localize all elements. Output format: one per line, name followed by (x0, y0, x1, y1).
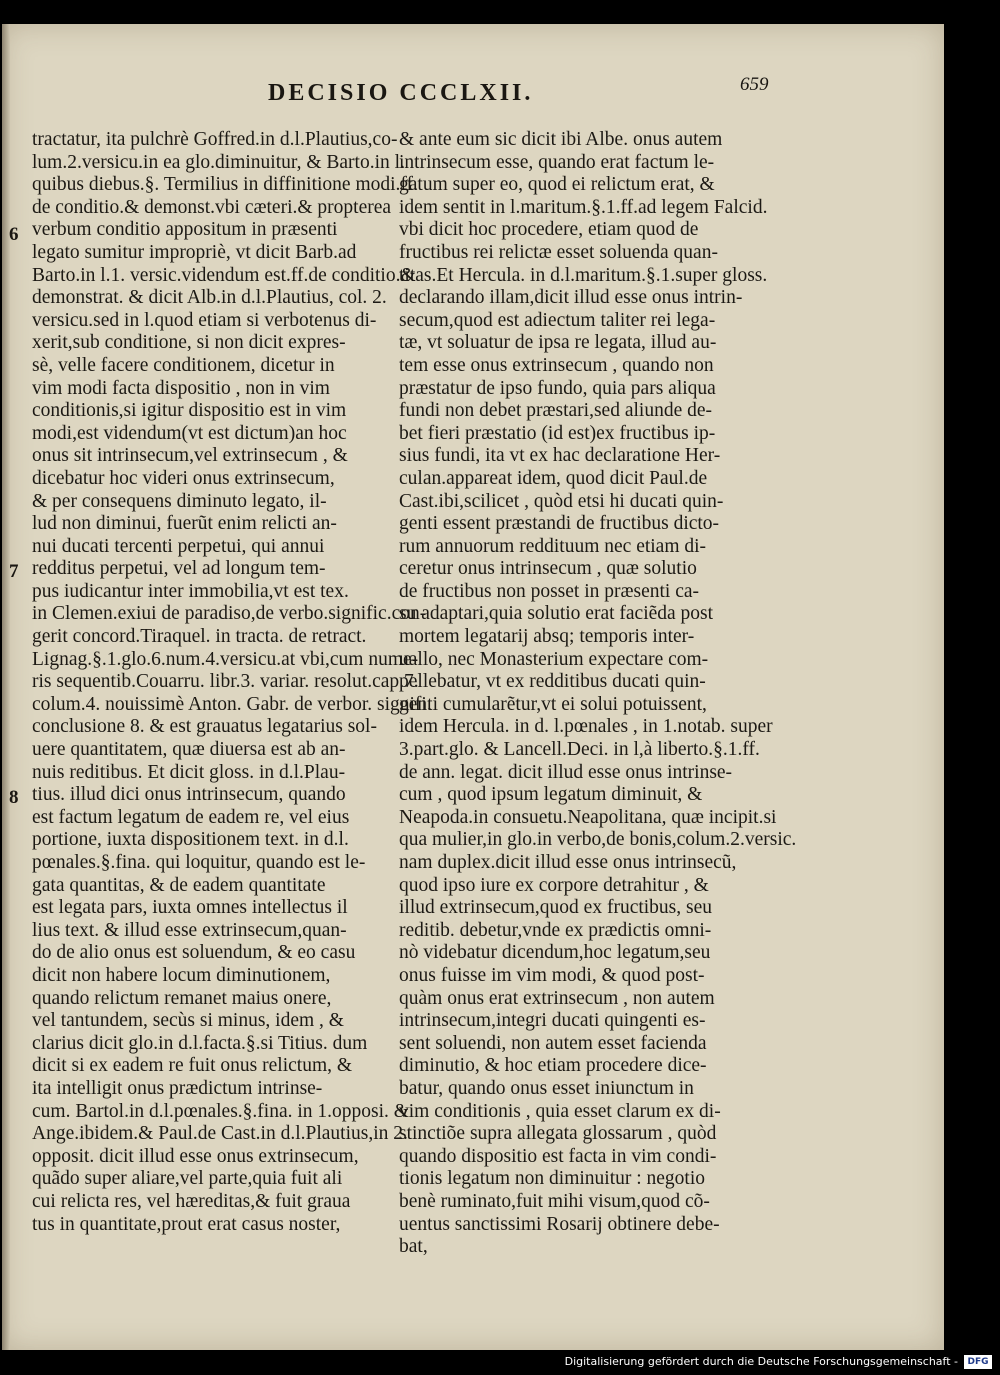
text-line: stinctiõe supra allegata glossarum , quòd (399, 1123, 717, 1145)
text-line: idem Hercula. in d. l.pœnales , in 1.notab. super (399, 716, 773, 738)
text-line: nò videbatur dicendum,hoc legatum,seu (399, 942, 711, 964)
page-header (2, 74, 944, 114)
text-line: reditib. debetur,vnde ex prædictis omni- (399, 919, 712, 941)
text-line: Ange.ibidem.& Paul.de Cast.in d.l.Plautius,in 2. (32, 1123, 408, 1145)
text-line: opposit. dicit illud esse onus extrinsecum, (32, 1145, 359, 1167)
margin-number: 7 (9, 561, 19, 582)
text-line: sius fundi, ita vt ex hac declaratione Her- (399, 445, 721, 467)
text-line: batur, quando onus esset iniunctum in (399, 1077, 694, 1099)
page-number: 659 (740, 74, 769, 95)
text-line: idem sentit in l.maritum.§.1.ff.ad legem Falcid. (399, 196, 768, 218)
text-line: & per consequens diminuto legato, il- (32, 490, 327, 512)
text-line: colum.4. nouissimè Anton. Gabr. de verbor. signifi. (32, 693, 432, 715)
dfg-logo-icon: DFG (964, 1355, 992, 1369)
text-line: ita intelligit onus prædictum intrinse- (32, 1077, 323, 1099)
text-line: dicebatur hoc videri onus extrinsecum, (32, 467, 335, 489)
text-line: de ann. legat. dicit illud esse onus intrinse- (399, 761, 733, 783)
text-line: culan.appareat idem, quod dicit Paul.de (399, 467, 708, 489)
text-line: pellebatur, vt ex redditibus ducati quin- (399, 671, 706, 693)
text-line: vbi dicit hoc procedere, etiam quod de (399, 219, 699, 241)
text-line: lud non diminui, fuerũt enim relicti an- (32, 513, 337, 535)
text-line: vim modi facta dispositio , non in vim (32, 377, 330, 399)
text-line: rum annuorum reddituum nec etiam di- (399, 535, 707, 557)
text-line: declarando illam,dicit illud esse onus intrin- (399, 287, 743, 309)
text-line: onus fuisse im vim modi, & quod post- (399, 964, 705, 986)
text-line: nam duplex.dicit illud esse onus intrinsecũ, (399, 852, 737, 873)
text-line: sè, velle facere conditionem, dicetur in (32, 354, 335, 376)
text-line: illud extrinsecum,quod ex fructibus, seu (399, 897, 713, 919)
text-line: titas.Et Hercula. in d.l.maritum.§.1.super gloss. (399, 264, 768, 286)
margin-number: 6 (9, 224, 19, 245)
text-line: uere quantitatem, quæ diuersa est ab an- (32, 739, 346, 761)
text-line: nui ducati tercenti perpetui, qui annui (32, 535, 325, 557)
text-line: mortem legatarij absq; temporis inter- (399, 626, 695, 648)
text-line: quãdo super aliare,vel parte,quia fuit ali (32, 1168, 343, 1190)
text-line: redditus perpetui, vel ad longum tem- (32, 558, 326, 580)
text-line: uentus sanctissimi Rosarij obtinere debe- (399, 1213, 720, 1235)
text-line: Neapoda.in consuetu.Neapolitana, quæ incipit.si (399, 806, 777, 828)
text-line: tionis legatum non diminuitur : negotio (399, 1168, 706, 1190)
text-line: genti essent præstandi de fructibus dicto- (399, 513, 720, 535)
text-line: 3.part.glo. & Lancell.Deci. in l,à liberto.§.1.ff. (399, 739, 760, 761)
text-line: gatum super eo, quod ei relictum erat, & (399, 174, 715, 196)
footer-credit: Digitalisierung gefördert durch die Deutsche Forschungsgemeinschaft - (564, 1355, 958, 1368)
text-line: de fructibus non posset in præsenti ca- (399, 580, 700, 602)
text-line: qua mulier,in glo.in verbo,de bonis,colum.2.versic. (399, 829, 797, 851)
text-line: lum.2.versicu.in ea glo.diminuitur, & Barto.in l. (32, 151, 405, 173)
text-line: tæ, vt soluatur de ipsa re legata, illud au- (399, 332, 717, 354)
text-line: legato sumitur impropriè, vt dicit Barb.ad (32, 241, 357, 263)
text-line: xerit,sub conditione, si non dicit expres- (32, 332, 346, 354)
text-line: quando relictum remanet maius onere, (32, 987, 332, 1009)
text-line: cum , quod ipsum legatum diminuit, & (399, 784, 703, 806)
text-line: quod ipso iure ex corpore detrahitur , & (399, 874, 709, 896)
text-line: Cast.ibi,scilicet , quòd etsi hi ducati quin- (399, 490, 724, 512)
text-line: demonstrat. & dicit Alb.in d.l.Plautius, col. 2. (32, 287, 387, 309)
text-line: bet fieri præstatio (id est)ex fructibus ip- (399, 422, 716, 444)
text-line: do de alio onus est soluendum, & eo casu (32, 942, 356, 964)
text-line: conditionis,si igitur dispositio est in vim (32, 400, 347, 422)
text-line: fructibus rei relictæ esset soluenda quan- (399, 241, 718, 263)
text-line: genti cumularẽtur,vt ei solui potuissent, (399, 693, 707, 715)
text-line: verbum conditio appositum in præsenti (32, 219, 338, 241)
text-line: pœnales.§.fina. qui loquitur, quando est le- (32, 852, 366, 873)
text-line: & ante eum sic dicit ibi Albe. onus autem (399, 129, 723, 150)
text-line: præstatur de ipso fundo, quia pars aliqua (399, 377, 716, 399)
text-line: uallo, nec Monasterium expectare com- (399, 648, 709, 670)
text-line: tius. illud dici onus intrinsecum, quando (32, 784, 346, 806)
text-line: est factum legatum de eadem re, vel eius (32, 806, 350, 828)
margin-number: 8 (9, 787, 19, 808)
text-line: ceretur onus intrinsecum , quæ solutio (399, 558, 697, 580)
text-line: secum,quod est adiectum taliter rei lega- (399, 309, 716, 331)
book-page (2, 24, 944, 1350)
text-line: Barto.in l.1. versic.videndum est.ff.de conditio.& (32, 264, 416, 286)
text-line: dicit si ex eadem re fuit onus relictum, & (32, 1055, 353, 1077)
text-line: dicit non habere locum diminutionem, (32, 964, 331, 986)
text-line: intrinsecum esse, quando erat factum le- (399, 151, 715, 173)
text-line: gata quantitas, & de eadem quantitate (32, 874, 326, 896)
text-line: tractatur, ita pulchrè Goffred.in d.l.Plautius,co- (32, 129, 398, 150)
text-line: de conditio.& demonst.vbi cæteri.& propterea (32, 196, 392, 218)
text-line: lius text. & illud esse extrinsecum,quan- (32, 919, 347, 941)
text-line: onus sit intrinsecum,vel extrinsecum , & (32, 445, 348, 467)
text-line: diminutio, & hoc etiam procedere dice- (399, 1055, 707, 1077)
text-line: Lignag.§.1.glo.6.num.4.versicu.at vbi,cum nume- (32, 648, 419, 670)
text-line: conclusione 8. & est grauatus legatarius sol- (32, 716, 377, 738)
text-line: ris sequentib.Couarru. libr.3. variar. resolut.cap.7. (32, 671, 419, 693)
running-title: DECISIO CCCLXII. (268, 80, 534, 106)
text-line: benè ruminato,fuit mihi visum,quod cõ- (399, 1190, 710, 1212)
text-line: quando dispositio est facta in vim condi- (399, 1145, 717, 1167)
text-line: pus iudicantur inter immobilia,vt est tex. (32, 580, 349, 602)
digitization-footer (0, 1352, 1000, 1375)
text-line: tem esse onus extrinsecum , quando non (399, 354, 714, 376)
text-line: vel tantundem, secùs si minus, idem , & (32, 1010, 344, 1032)
text-line: nuis reditibus. Et dicit gloss. in d.l.Plau- (32, 761, 346, 783)
text-line: portione, iuxta dispositionem text. in d.l. (32, 829, 349, 851)
text-line: clarius dicit glo.in d.l.facta.§.si Titius. dum (32, 1032, 368, 1054)
text-line: fundi non debet præstari,sed aliunde de- (399, 400, 712, 422)
text-line: vim conditionis , quia esset clarum ex di- (399, 1100, 721, 1122)
text-line: cum. Bartol.in d.l.pœnales.§.fina. in 1.opposi. & (32, 1100, 409, 1122)
text-line: modi,est videndum(vt est dictum)an hoc (32, 422, 347, 444)
text-line: quibus diebus.§. Termilius in diffinitione modi.ff. (32, 174, 418, 196)
text-line: versicu.sed in l.quod etiam si verbotenus di- (32, 309, 377, 331)
page-binding-edge (2, 24, 10, 1350)
text-line: est legata pars, iuxta omnes intellectus il (32, 897, 348, 919)
text-line: tus in quantitate,prout erat casus noster, (32, 1213, 341, 1235)
right-text-column (399, 129, 797, 1259)
text-line: su adaptari,quia solutio erat faciẽda post (399, 603, 714, 625)
text-line: intrinsecum,integri ducati quingenti es- (399, 1010, 706, 1032)
text-line: bat, (399, 1236, 428, 1258)
text-line: gerit concord.Tiraquel. in tracta. de retract. (32, 626, 367, 648)
left-text-column (32, 129, 432, 1236)
text-line: in Clemen.exiui de paradiso,de verbo.signific.con- (32, 603, 427, 625)
text-line: sent soluendi, non autem esset facienda (399, 1032, 707, 1054)
text-line: quàm onus erat extrinsecum , non autem (399, 987, 715, 1009)
text-line: cui relicta res, vel hæreditas,& fuit graua (32, 1190, 351, 1212)
